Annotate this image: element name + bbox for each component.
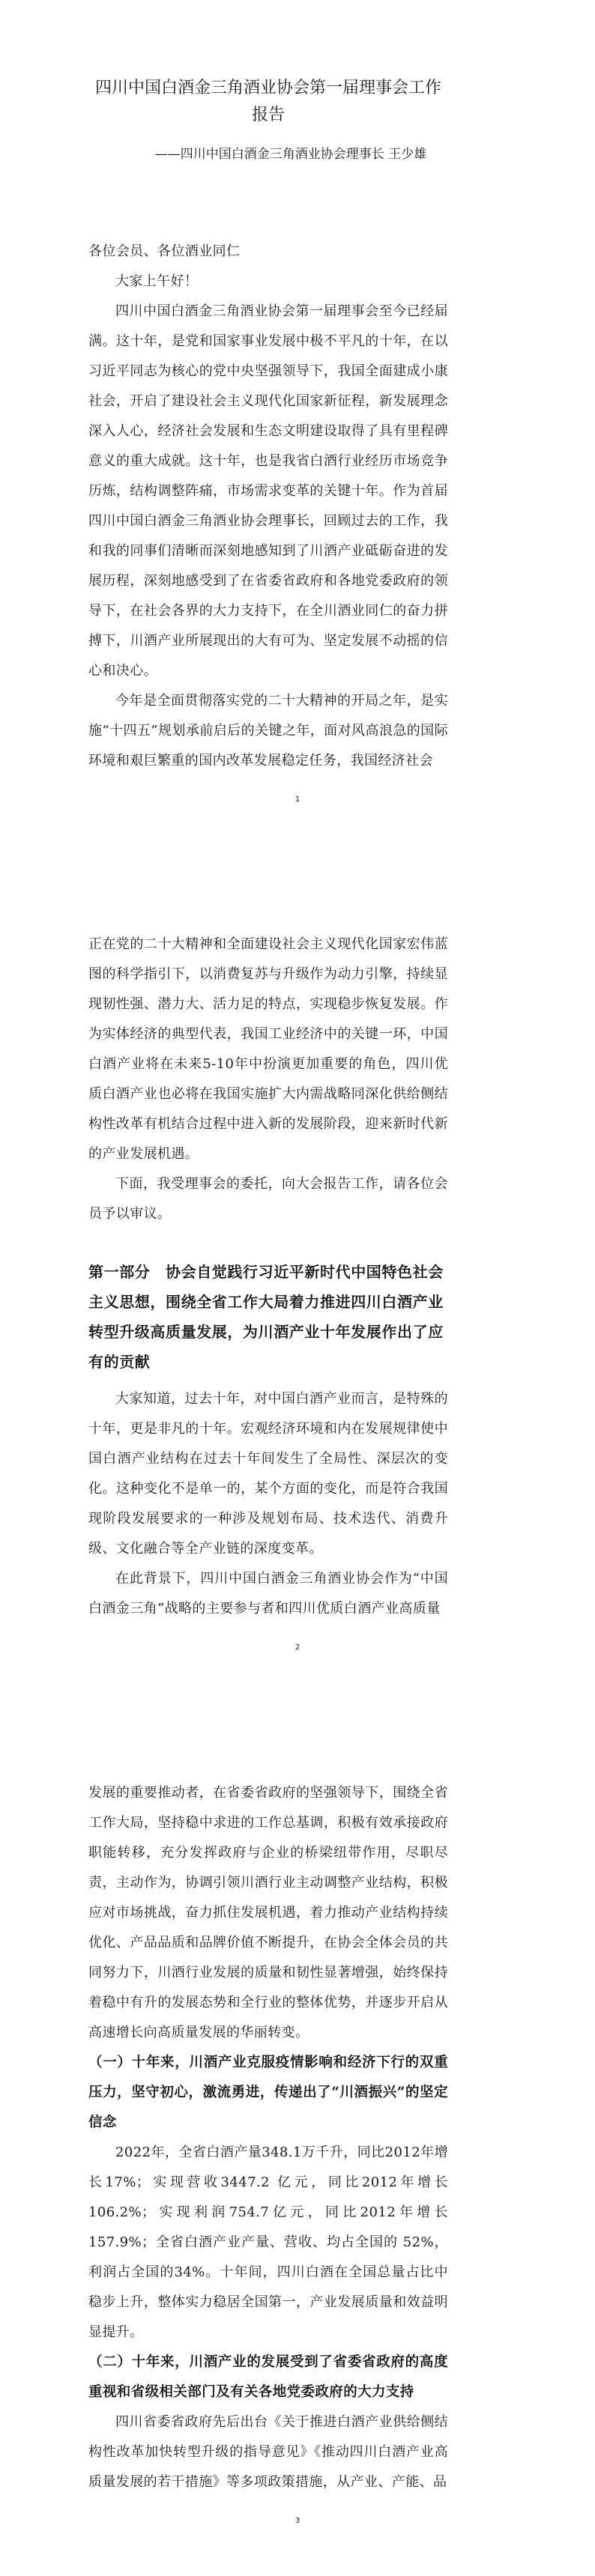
page-body xyxy=(88,237,448,776)
greeting: 大家上午好！ xyxy=(115,273,199,289)
salutation: 各位会员、各位酒业同仁 xyxy=(88,243,241,259)
subsection-heading: （二）十年来，川酒产业的发展受到了省委省政府的高度重视和省级相关部门及有关各地党委政府的大力支持 xyxy=(88,2354,448,2400)
paragraph: 四川中国白酒金三角酒业协会第一届理事会至今已经届满。这十年，是党和国家事业发展中极不平凡的十年，在以习近平同志为核心的党中央坚强领导下，我国全面建成小康社会，开启了建设社会主义现代化国家新征程，新发展理念深入人心，经济社会发展和生态文明建设取得了具有里程碑意义的重大成就。这十年，也是我省白酒行业经历市场竞争历炼，结构调整阵痛，市场需求变革的关键十年。作为首届四川中国白酒金三角酒业协会理事长，回顾过去的工作，我和我的同事们清晰而深刻地感知到了川酒产业砥砺奋进的发展历程，深刻地感受到了在省委省政府和各地党委政府的领导下，在社会各界的大力支持下，在全川酒业同仁的奋力拼搏下，川酒产业所展现出的大有可为、坚定发展不动摇的信心和决心。 xyxy=(88,303,448,679)
paragraph: 四川省委省政府先后出台《关于推进白酒产业供给侧结构性改革加快转型升级的指导意见》《推动四川白酒产业高质量发展的若干措施》等多项政策措施，从产业、产能、品 xyxy=(88,2414,448,2490)
paragraph: 今年是全面贯彻落实党的二十大精神的开局之年，是实施“十四五”规划承前启后的关键之年，面对风高浪急的国际环境和艰巨繁重的国内改革发展稳定任务，我国经济社会 xyxy=(88,693,448,769)
page-number: 2 xyxy=(295,1643,300,1652)
paragraph: 在此背景下，四川中国白酒金三角酒业协会作为“中国白酒金三角”战略的主要参与者和四川优质白酒产业高质量 xyxy=(88,1571,448,1616)
paragraph: 正在党的二十大精神和全面建设社会主义现代化国家宏伟蓝图的科学指引下，以消费复苏与升级作为动力引擎，持续显现韧性强、潜力大、活力足的特点，实现稳步恢复发展。作为实体经济的典型代表，我国工业经济中的关键一环，中国白酒产业将在未来5-10年中扮演更加重要的角色，四川优质白酒产业也必将在我国实施扩大内需战略同深化供给侧结构性改革有机结合过程中进入新的发展阶段，迎来新时代新的产业发展机遇。 xyxy=(88,936,448,1162)
subsection-heading: （一）十年来，川酒产业克服疫情影响和经济下行的双重压力，坚守初心，激流勇进，传递出了“川酒振兴”的坚定信念 xyxy=(88,2055,448,2130)
document-subtitle: ——四川中国白酒金三角酒业协会理事长 王少雄 xyxy=(154,147,427,162)
page-3 xyxy=(0,1703,595,2576)
page-number: 1 xyxy=(295,795,300,804)
page-number: 3 xyxy=(295,2517,300,2525)
paragraph: 下面，我受理事会的委托，向大会报告工作，请各位会员予以审议。 xyxy=(88,1176,448,1222)
page-1 xyxy=(0,0,595,855)
page-body xyxy=(88,930,448,1624)
paragraph: 发展的重要推动者，在省委省政府的坚强领导下，围绕全省工作大局，坚持稳中求进的工作总基调，积极有效承接政府职能转移，充分发挥政府与企业的桥梁纽带作用，尽职尽责，主动作为，协调引领川酒行业主动调整产业结构，积极应对市场挑战，奋力抓住发展机遇，着力推动产业结构持续优化、产品品质和品牌价值不断提升，在协会全体会员的共同努力下，川酒行业发展的质量和韧性显著增强，始终保持着稳中有升的发展态势和全行业的整体优势，并逐步开启从高速增长向高质量发展的华丽转变。 xyxy=(88,1785,448,2040)
page-2 xyxy=(0,855,595,1703)
document-title: 四川中国白酒金三角酒业协会第一届理事会工作报告 xyxy=(94,79,441,124)
page-body xyxy=(88,1778,448,2497)
section-heading: 第一部分 协会自觉践行习近平新时代中国特色社会主义思想，围绕全省工作大局着力推进四川白酒产业转型升级高质量发展，为川酒产业十年发展作出了应有的贡献 xyxy=(88,1263,444,1371)
paragraph: 大家知道，过去十年，对中国白酒产业而言，是特殊的十年，更是非凡的十年。宏观经济环境和内在发展规律使中国白酒产业结构在过去十年间发生了全局性、深层次的变化。这种变化不是单一的，某个方面的变化，而是符合我国现阶段发展要求的一种涉及规划布局、技术迭代、消费升级、文化融合等全产业链的深度变革。 xyxy=(88,1391,448,1557)
paragraph: 2022年，全省白酒产量348.1万千升，同比2012年增长17%；实现营收3447.2 亿元，同比2012年增长106.2%；实现利润754.7亿元，同比2012年增长157.9%；全省白酒产业产量、营收、均占全国的 52%，利润占全国的34%。十年间，四川白酒在全国总量占比中稳步上升，整体实力稳居全国第一，产业发展质量和效益明显提升。 xyxy=(88,2145,448,2340)
